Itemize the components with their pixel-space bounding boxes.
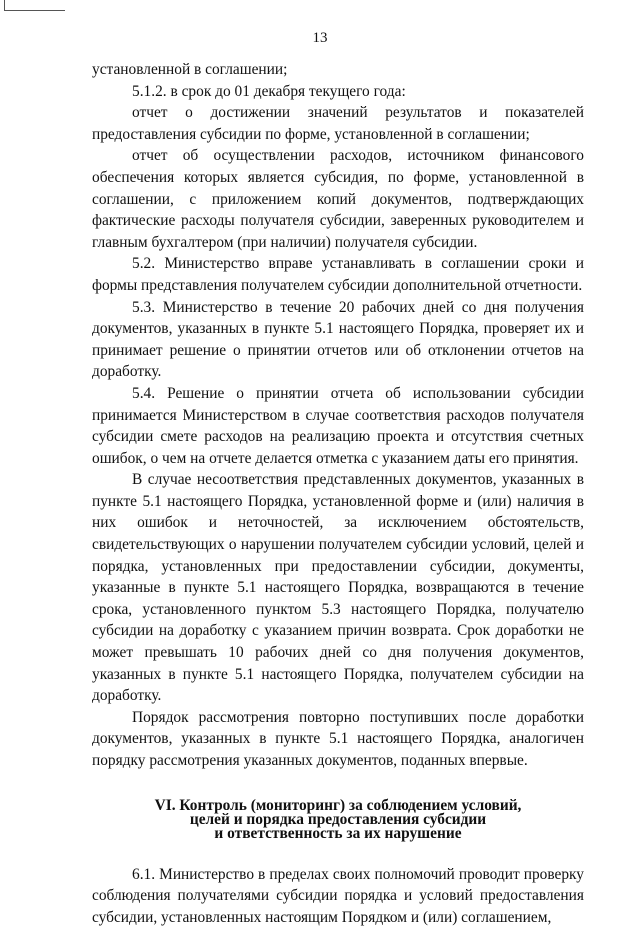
section-heading	[92, 796, 584, 842]
document-body	[92, 59, 584, 928]
section-heading-line: VI. Контроль (мониторинг) за соблюдением условий,	[154, 796, 522, 814]
paragraph: отчет об осуществлении расходов, источником финансового обеспечения которых является субсидия, по форме, установленной в соглашении, с приложением копий документов, подтверждающих фактические расходы получателя субсидии, заверенных руководителем и главным бухгалтером (при наличии) получателя субсидии.	[92, 147, 584, 251]
paragraph: 5.3. Министерство в течение 20 рабочих дней со дня получения документов, указанных в пункте 5.1 настоящего Порядка, проверяет их и принимает решение о принятии отчетов или об отклонении отчетов на доработку.	[92, 298, 584, 381]
paragraph: В случае несоответствия представленных документов, указанных в пункте 5.1 настоящего Порядка, установленной форме и (или) наличия в них ошибок и неточностей, за исключением обстоятельств, свидетельствующих о нарушении получателем субсидии условий, целей и порядка, установленных при предоставлении субсидии, документы, указанные в пункте 5.1 настоящего Порядка, возвращаются в течение срока, установленного пунктом 5.3 настоящего Порядка, получателю субсидии на доработку с указанием причин возврата. Срок доработки не может превышать 10 рабочих дней со дня получения документов, указанных в пункте 5.1 настоящего Порядка, получателем субсидии на доработку.	[92, 471, 584, 705]
paragraph: 5.2. Министерство вправе устанавливать в соглашении сроки и формы представления получателем субсидии дополнительной отчетности.	[92, 255, 584, 294]
paragraph: установленной в соглашении;	[92, 61, 288, 78]
paragraph: Порядок рассмотрения повторно поступивших после доработки документов, указанных в пункте 5.1 настоящего Порядка, аналогичен порядку рассмотрения указанных документов, поданных впервые.	[92, 708, 584, 769]
paragraph: отчет о достижении значений результатов и показателей предоставления субсидии по форме, установленной в соглашении;	[92, 104, 584, 143]
section-heading-line: целей и порядка предоставления субсидии	[189, 810, 487, 828]
section-heading-line: и ответственность за их нарушение	[214, 824, 462, 842]
paragraph: 6.1. Министерство в пределах своих полномочий проводит проверку соблюдения получателями субсидии порядка и условий предоставления субсидии, установленных настоящим Порядком и (или) соглашением,	[92, 865, 584, 926]
page-number: 13	[312, 30, 328, 46]
scan-corner-mark	[4, 0, 65, 11]
paragraph: 5.4. Решение о принятии отчета об использовании субсидии принимается Министерством в случае соответствия расходов получателя субсидии смете расходов на реализацию проекта и отсутствия счетных ошибок, о чем на отчете делается отметка с указанием даты его принятия.	[92, 384, 584, 467]
paragraph: 5.1.2. в срок до 01 декабря текущего года:	[132, 82, 406, 100]
